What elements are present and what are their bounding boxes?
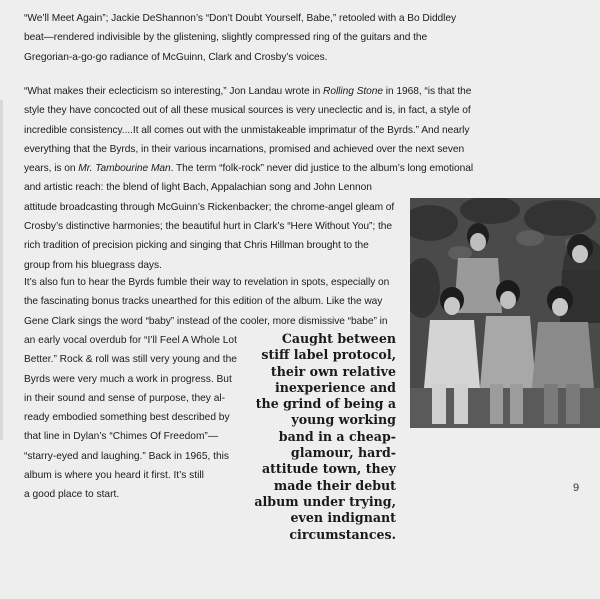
quote-line: their own relative [270,363,396,379]
text-line: group from his bluegrass days. [24,259,162,271]
text-line: Gregorian-a-go-go radiance of McGuinn, Clark and Crosby’s voices. [24,51,328,63]
quote-line: stiff label protocol, [261,347,396,363]
text-line: Byrds were very much a work in progress. But [24,373,232,385]
pull-quote [236,331,396,543]
text-line: ready embodied something best described by [24,412,230,424]
paragraph-3-narrow [24,331,237,505]
text-line: beat—rendered indivisible by the glistening, slightly compressed ring of the guitars and the [24,32,428,44]
text-line: album is where you heard it first. It’s still [24,470,204,482]
text-line: years, is on Mr. Tambourine Man. The term “folk-rock” never did justice to the album’s long emotional [24,163,474,175]
text-line: “What makes their eclecticism so interesting,” Jon Landau wrote in Rolling Stone in 1968, “is that the [24,86,472,97]
quote-line: Caught between [281,331,396,346]
text-line: Better.” Rock & roll was still very young and the [24,354,237,366]
quote-line: young working [291,412,396,428]
quote-line: even indignant [290,510,396,526]
paragraph-2 [24,82,474,275]
text-line: the fascinating bonus tracks unearthed for this edition of the album. Like the way [24,296,383,308]
band-photo-illustration [410,198,600,428]
italic-title: Mr. Tambourine Man [78,163,171,175]
quote-line: inexperience and [274,379,396,395]
quote-line: album under trying, [254,493,396,509]
text-line: “starry-eyed and laughing.” Back in 1965, this [24,450,229,462]
text-line: attitude broadcasting through McGuinn’s Rickenbacker; the chrome-angel gleam of [24,201,395,213]
quote-line: circumstances. [289,526,396,542]
text-line: an early vocal overdub for “I’ll Feel A Whole Lot [24,335,237,346]
binding-edge [0,100,3,440]
quote-line: band in a cheap- [278,428,396,444]
text-line: Crosby’s distinctive harmonies; the beautiful hurt in Clark’s “Here Without You”; the [24,221,392,233]
text-line: “We’ll Meet Again”; Jackie DeShannon’s “Don’t Doubt Yourself, Babe,” retooled with a Bo Diddley [24,13,457,24]
text-line: and artistic reach: the blend of light Bach, Appalachian song and John Lennon [24,182,372,194]
paragraph-1 [24,9,457,67]
text-line: everything that the Byrds, in their various incarnations, promised and achieved over the next seven [24,143,465,155]
page-number: 9 [573,482,580,494]
text-line: It’s also fun to hear the Byrds fumble their way to revelation in spots, especially on [24,277,390,288]
text-line: style they have concocted out of all these musical sources is very uneclectic and is, in fact, a style of [24,105,471,117]
text-line: a good place to start. [24,489,120,501]
text-line: Gene Clark sings the word “baby” instead of the cooler, more dismissive “babe” in [24,315,388,327]
quote-line: glamour, hard- [290,445,396,461]
quote-line: the grind of being a [255,396,396,412]
text-line: in their sound and sense of purpose, they al- [24,392,226,404]
text-line: that line in Dylan’s “Chimes Of Freedom”— [24,431,219,443]
quote-line: made their debut [273,477,396,493]
paragraph-3 [24,273,444,331]
text-line: incredible consistency....It all comes out with the unmistakeable imprimatur of the Byrds.” And nearly [24,124,470,136]
italic-title: Rolling Stone [323,86,383,97]
text-line: rich tradition of precision picking and singing that Chris Hillman brought to the [24,240,369,252]
band-photo [410,198,600,428]
quote-line: attitude town, they [261,461,396,477]
